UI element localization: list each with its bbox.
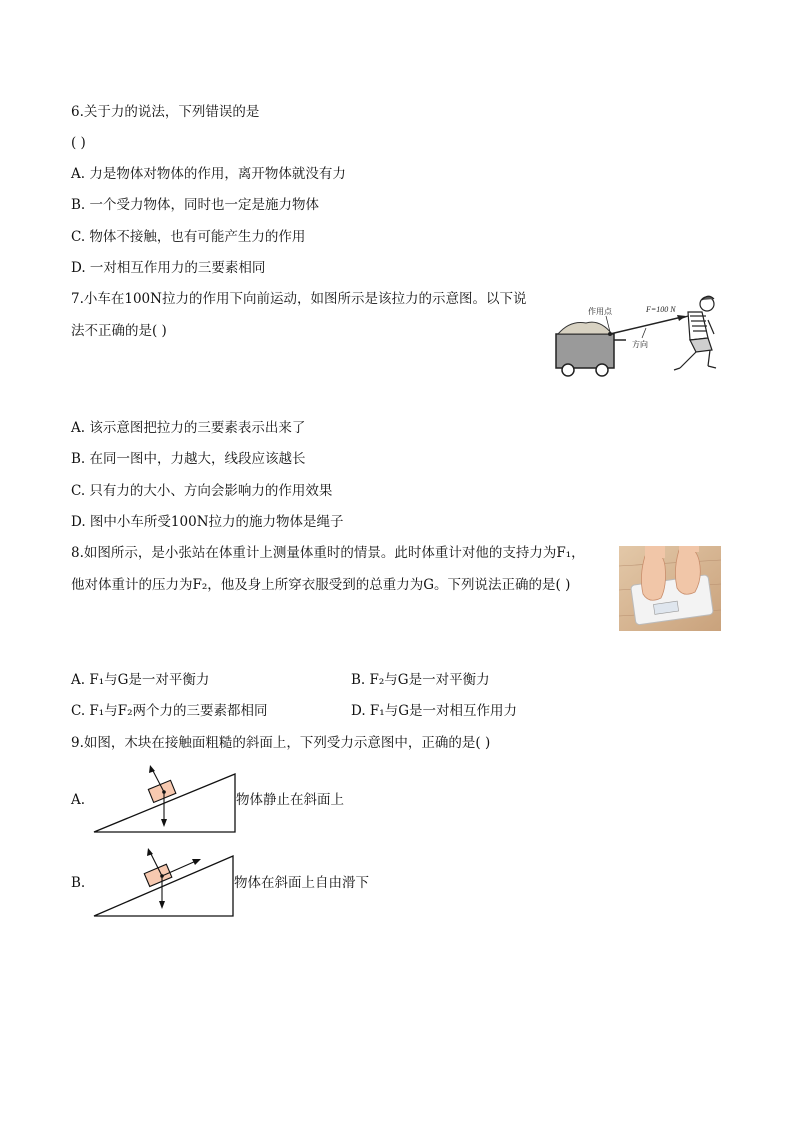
cart-load — [558, 322, 612, 334]
q6-option-a: A. 力是物体对物体的作用，离开物体就没有力 — [71, 166, 346, 182]
q6-option-b: B. 一个受力物体，同时也一定是施力物体 — [71, 197, 320, 213]
boy-figure — [674, 296, 716, 370]
block-a — [148, 780, 176, 802]
q6-answer-paren: ( ) — [71, 135, 86, 151]
q8-option-d: D. F₁与G是一对相互作用力 — [351, 703, 517, 719]
q7-option-a: A. 该示意图把拉力的三要素表示出来了 — [71, 420, 306, 436]
q9-option-b-letter: B. — [71, 875, 86, 891]
q7-stem-line2: 法不正确的是( ) — [71, 323, 167, 339]
cart-wheel-right — [596, 364, 608, 376]
q9-option-a-letter: A. — [71, 792, 86, 808]
q9-figure-a — [92, 762, 237, 834]
q8-scale-photo — [619, 546, 721, 631]
q9-stem: 9.如图，木块在接触面粗糙的斜面上，下列受力示意图中，正确的是( ) — [71, 735, 491, 751]
cart-wheel-left — [562, 364, 574, 376]
q6-stem: 6.关于力的说法，下列错误的是 — [71, 104, 260, 120]
q9-option-b-caption: 物体在斜面上自由滑下 — [234, 875, 369, 891]
left-foot — [641, 552, 665, 600]
q8-stem-line1: 8.如图所示，是小张站在体重计上测量体重时的情景。此时体重计对他的支持力为F₁， — [71, 545, 585, 561]
q9-figure-b — [92, 844, 237, 918]
label-direction: 方向 — [632, 340, 648, 349]
label-point: 作用点 — [588, 307, 612, 316]
q9-option-a-caption: 物体静止在斜面上 — [236, 792, 344, 808]
q8-stem-line2: 他对体重计的压力为F₂，他及身上所穿衣服受到的总重力为G。下列说法正确的是( ) — [71, 577, 571, 593]
q8-option-c: C. F₁与F₂两个力的三要素都相同 — [71, 703, 268, 719]
cart-body — [556, 334, 614, 368]
q7-option-c: C. 只有力的大小、方向会影响力的作用效果 — [71, 483, 333, 499]
q7-option-d: D. 图中小车所受100N拉力的施力物体是绳子 — [71, 514, 344, 530]
q8-option-b: B. F₂与G是一对平衡力 — [351, 672, 490, 688]
q8-option-a: A. F₁与G是一对平衡力 — [71, 672, 210, 688]
q7-stem-line1: 7.小车在100N拉力的作用下向前运动，如图所示是该拉力的示意图。以下说 — [71, 291, 527, 307]
force-arrow — [610, 317, 682, 334]
q7-cart-figure — [550, 290, 722, 382]
q6-option-d: D. 一对相互作用力的三要素相同 — [71, 260, 266, 276]
label-force: F=100 N — [646, 305, 676, 314]
q7-option-b: B. 在同一图中，力越大，线段应该越长 — [71, 451, 306, 467]
q6-option-c: C. 物体不接触，也有可能产生力的作用 — [71, 229, 306, 245]
right-foot — [675, 546, 700, 594]
